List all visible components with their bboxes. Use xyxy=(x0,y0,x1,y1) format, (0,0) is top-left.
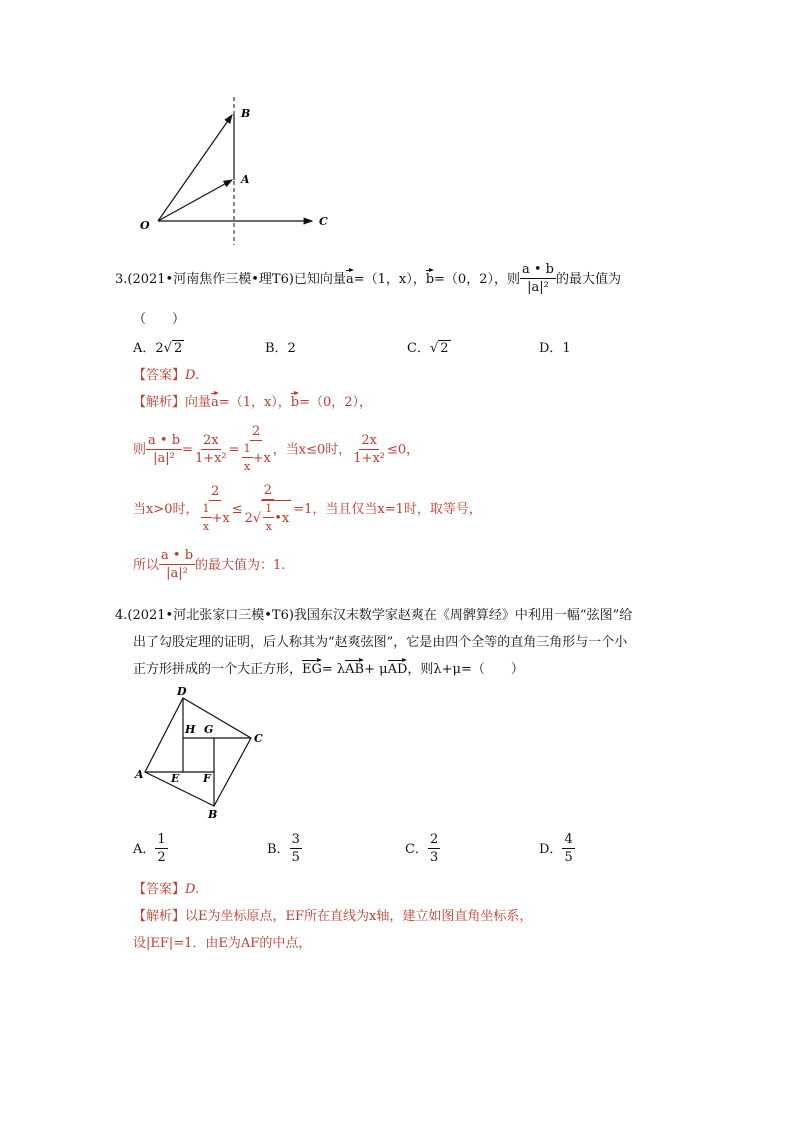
q3-number: 3. xyxy=(115,272,128,287)
l3-f2-rad xyxy=(261,500,291,536)
q4-optD-letter: D． xyxy=(539,842,563,857)
q4-analysis-2: 设|EF|=1．由E为AF的中点， xyxy=(133,936,312,951)
vector-figure-1 xyxy=(120,95,350,250)
l3-tail: =1，当且仅当x=1时，取等号， xyxy=(293,502,482,517)
q3-option-C: C．√ 2 xyxy=(407,341,449,356)
zhao-shuang-figure xyxy=(128,682,278,822)
vector-AD: AD xyxy=(388,658,408,677)
l3-f2-inner xyxy=(263,501,274,536)
l2-f2-tail: +x xyxy=(252,451,271,466)
vector-OB xyxy=(158,115,232,221)
label-H: H xyxy=(185,723,196,736)
q3-source: (2021•河南焦作三模•理T6) xyxy=(127,272,294,287)
l4-frac xyxy=(159,548,195,583)
q3-option-D: D．1 xyxy=(539,341,571,356)
l3-f1-den xyxy=(199,501,232,536)
label-C: C xyxy=(254,732,263,745)
q4-line-3 xyxy=(133,658,524,677)
l2-cond: ，当x≤0时， xyxy=(272,442,352,458)
l2-frac1 xyxy=(193,433,229,468)
l3-f1-inner-den: x xyxy=(202,519,210,533)
q4-optA-frac xyxy=(155,832,167,867)
l4-f-den: |a|² xyxy=(166,566,188,581)
l3-f2-pre: 2 xyxy=(244,511,253,526)
l2-f0-num: a • b xyxy=(148,432,181,448)
q4-option-C xyxy=(405,832,440,867)
l2-f2-inner-den: x xyxy=(243,460,251,473)
l3-f1-tail: +x xyxy=(211,510,230,526)
vector-b: b xyxy=(426,268,434,287)
q4-line-2: 出了勾股定理的证明，后人称其为“赵爽弦图”，它是由四个全等的直角三角形与一个小 xyxy=(133,635,628,650)
label-D: D xyxy=(177,685,187,698)
q4-optD-num: 4 xyxy=(564,832,573,847)
l3-f1-inner-num: 1 xyxy=(201,501,212,518)
l2-frac2 xyxy=(240,424,273,476)
q3-eq-b: =（0，2），则 xyxy=(434,272,520,287)
label-C: C xyxy=(319,215,328,228)
l4-tail: 的最大值为：1. xyxy=(195,558,286,573)
l2-frac0 xyxy=(146,433,182,468)
q4-optA-num: 1 xyxy=(157,832,166,847)
q4-analysis-1 xyxy=(133,905,532,924)
opt-C-text: C． xyxy=(407,341,430,356)
l2-then: 则 xyxy=(133,442,147,458)
l2-f1-num: 2x xyxy=(202,432,219,448)
l4-pre: 所以 xyxy=(133,558,160,573)
frac-den: |a|² xyxy=(527,280,549,295)
q4-optA-letter: A． xyxy=(133,842,156,857)
q3-text: 已知向量 xyxy=(293,272,346,287)
q4-optB-den: 5 xyxy=(291,850,300,865)
q3-fraction xyxy=(520,262,556,297)
q4-line-1 xyxy=(115,604,632,623)
label-E: E xyxy=(171,772,180,785)
q4-source: (2021•河北张家口三模•T6) xyxy=(127,608,294,623)
l2-f2-den xyxy=(240,441,273,476)
l3-f2-tail: •x xyxy=(274,511,290,526)
l2-f0-den: |a|² xyxy=(153,450,175,466)
q3-stem xyxy=(115,262,621,297)
label-O: O xyxy=(140,219,150,232)
opt-A-text: A．2 xyxy=(133,341,164,356)
vector-OA xyxy=(158,180,232,221)
opt-A-rad: 2 xyxy=(173,341,183,356)
a1-end: =（0，2）， xyxy=(299,395,373,410)
label-A: A xyxy=(135,768,144,781)
a1-vec-a: a xyxy=(211,391,219,410)
l3-pre: 当x>0时， xyxy=(133,502,199,517)
label-G: G xyxy=(204,723,214,736)
q3-answer xyxy=(133,364,199,383)
a1-mid: =（1，x）， xyxy=(218,395,291,410)
q3-analysis-2: 则 $\frac{a • b}{\text{|a|²}}$ = $\frac{2x}{\text{1+x²}}$ = 2 $\frac{1}{x}$ +x ，当x≤0时， $\frac{2x}{\text{1+x²}}$ ≤0， xyxy=(133,424,419,476)
q4-optC-frac xyxy=(428,832,440,867)
q3-analysis-3 xyxy=(133,483,482,536)
label-A: A xyxy=(241,173,250,186)
l2-f2-num: 2 xyxy=(252,424,261,439)
q4-text-3: 正方形拼成的一个大正方形， xyxy=(133,662,303,677)
l2-f3-den: 1+x² xyxy=(353,450,386,466)
q4-optC-letter: C． xyxy=(405,842,428,857)
vector-a: a xyxy=(346,268,354,287)
label-B: B xyxy=(241,107,251,120)
l2-frac3 xyxy=(351,433,387,468)
q4-optB-frac xyxy=(290,832,302,867)
answer-value: D. xyxy=(185,368,200,383)
q3-eq-a: =（1，x）， xyxy=(353,272,426,287)
l3-le: ≤ xyxy=(231,502,243,517)
q3-tail: 的最大值为 xyxy=(555,272,621,287)
q4-text-1: 我国东汉末数学家赵爽在《周髀算经》中利用一幅“弦图”给 xyxy=(293,608,633,623)
q4-option-A xyxy=(133,832,168,867)
l2-f3-num: 2x xyxy=(361,432,377,448)
l3-f1-inner xyxy=(201,501,212,536)
label-F: F xyxy=(203,772,211,785)
outer-square xyxy=(145,698,251,806)
l4-f-num: a • b xyxy=(161,548,194,563)
q4-optA-den: 2 xyxy=(157,850,166,865)
q4-answer xyxy=(133,878,199,897)
a1-pre: 向量 xyxy=(185,395,212,410)
l3-f1-num: 2 xyxy=(210,483,220,499)
l2-f1-den: 1+x² xyxy=(194,450,227,466)
answer-label: 【答案】 xyxy=(133,368,186,383)
analysis-label: 【解析】 xyxy=(133,395,186,410)
q3-paren: （ ） xyxy=(133,312,186,327)
q3-analysis-1 xyxy=(133,391,372,410)
q4-optB-letter: B． xyxy=(267,842,290,857)
q4-analysis-text-1: 以E为坐标原点，EF所在直线为x轴，建立如图直角坐标系， xyxy=(185,909,533,924)
q3-option-B: B．2 xyxy=(265,341,296,356)
l3-f2-inner-num: 1 xyxy=(263,501,274,518)
q4-optD-den: 5 xyxy=(564,850,573,865)
l3-f2-den: 2√ $\frac{1}{x}$ •x xyxy=(243,500,294,536)
l3-f2-inner-den: x xyxy=(265,520,272,533)
frac-num: a • b xyxy=(521,262,554,277)
q4-analysis-label: 【解析】 xyxy=(133,909,186,924)
l2-f2-inner-num: 1 xyxy=(242,441,253,458)
opt-C-rad: 2 xyxy=(440,341,449,356)
q4-option-B xyxy=(267,832,302,867)
q4-optC-num: 2 xyxy=(429,832,439,847)
q4-text-3-tail: ，则λ+μ=（ ） xyxy=(407,662,524,677)
vector-AB: AB xyxy=(345,658,364,677)
a1-vec-b: b xyxy=(291,391,299,410)
q4-eq-mid2: + μ xyxy=(364,662,388,677)
vector-EG: EG xyxy=(302,658,322,677)
q4-answer-label: 【答案】 xyxy=(133,882,186,897)
q4-eq-mid1: = λ xyxy=(321,662,346,677)
l3-frac1 xyxy=(199,484,232,536)
label-B: B xyxy=(208,808,218,821)
l3-f2-num: 2 xyxy=(263,483,273,498)
q4-answer-value: D. xyxy=(185,882,200,897)
q3-option-A: A．2√ 2 xyxy=(133,341,183,356)
q4-optD-frac xyxy=(562,832,574,867)
l3-frac2 xyxy=(243,483,294,536)
q3-analysis-4 xyxy=(133,548,285,583)
l2-f2-inner xyxy=(242,441,253,476)
l2-tail: ≤0， xyxy=(387,442,420,458)
q4-optB-num: 3 xyxy=(291,832,300,847)
q4-option-D xyxy=(539,832,575,867)
q4-number: 4. xyxy=(115,608,128,623)
q4-optC-den: 3 xyxy=(429,850,439,865)
